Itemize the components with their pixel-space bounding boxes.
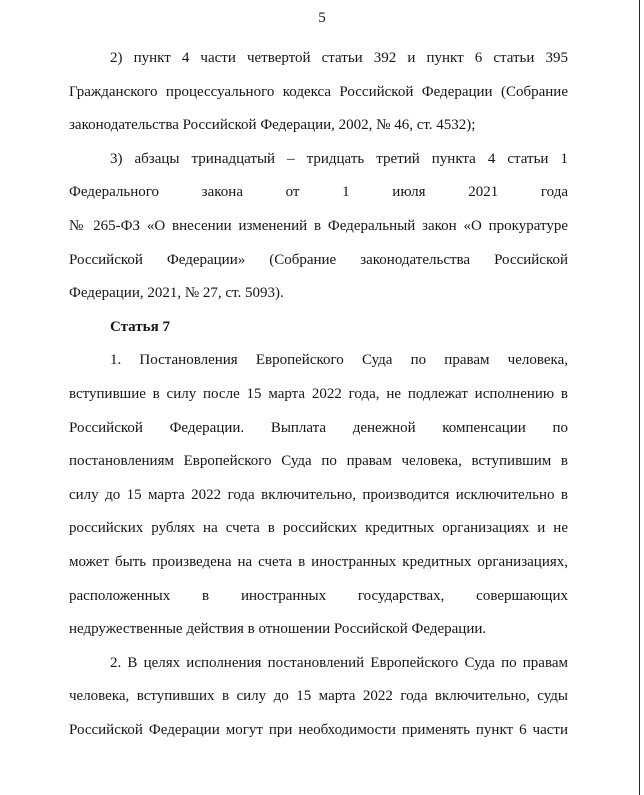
text-line: постановлениям Европейского Суда по правам человека, вступившим в [69,453,568,470]
document-body [69,42,568,747]
text-line: Федерального закона от 1 июля 2021 года [69,184,568,201]
article-heading [69,311,568,345]
heading-line: Статья 7 [110,318,170,335]
text-line: российских рублях на счета в российских кредитных организациях и не [69,520,568,537]
text-line: Российской Федерации. Выплата денежной компенсации по [69,419,568,436]
text-line: расположенных в иностранных государствах, совершающих [69,587,568,604]
text-line: силу до 15 марта 2022 года включительно, производится исключительно в [69,486,568,503]
text-line: Федерации, 2021, № 27, ст. 5093). [69,285,284,302]
paragraph [69,647,568,748]
text-line: 1. Постановления Европейского Суда по правам человека, [110,352,568,369]
text-line: Российской Федерации могут при необходимости применять пункт 6 части [69,721,568,738]
paragraph [69,143,568,311]
text-line: Гражданского процессуального кодекса Российской Федерации (Собрание [69,83,568,100]
text-line: недружественные действия в отношении Российской Федерации. [69,621,487,638]
paragraph [69,42,568,143]
text-line: 3) абзацы тринадцатый – тридцать третий пункта 4 статьи 1 [110,150,568,167]
paragraph [69,344,568,646]
text-line: человека, вступивших в силу до 15 марта 2022 года включительно, суды [69,688,568,705]
text-line: 2) пункт 4 части четвертой статьи 392 и пункт 6 статьи 395 [110,50,568,66]
page-number: 5 [318,10,326,26]
text-line: 2. В целях исполнения постановлений Европейского Суда по правам [110,654,568,671]
text-line: законодательства Российской Федерации, 2002, № 46, ст. 4532); [69,117,476,134]
page-border-right [639,0,640,795]
text-line: Российской Федерации» (Собрание законодательства Российской [69,251,568,268]
text-line: вступившие в силу после 15 марта 2022 года, не подлежат исполнению в [69,385,568,402]
text-line: может быть произведена на счета в иностранных кредитных организациях, [69,553,568,570]
text-line: № 265-ФЗ «О внесении изменений в Федеральный закон «О прокуратуре [69,217,568,234]
